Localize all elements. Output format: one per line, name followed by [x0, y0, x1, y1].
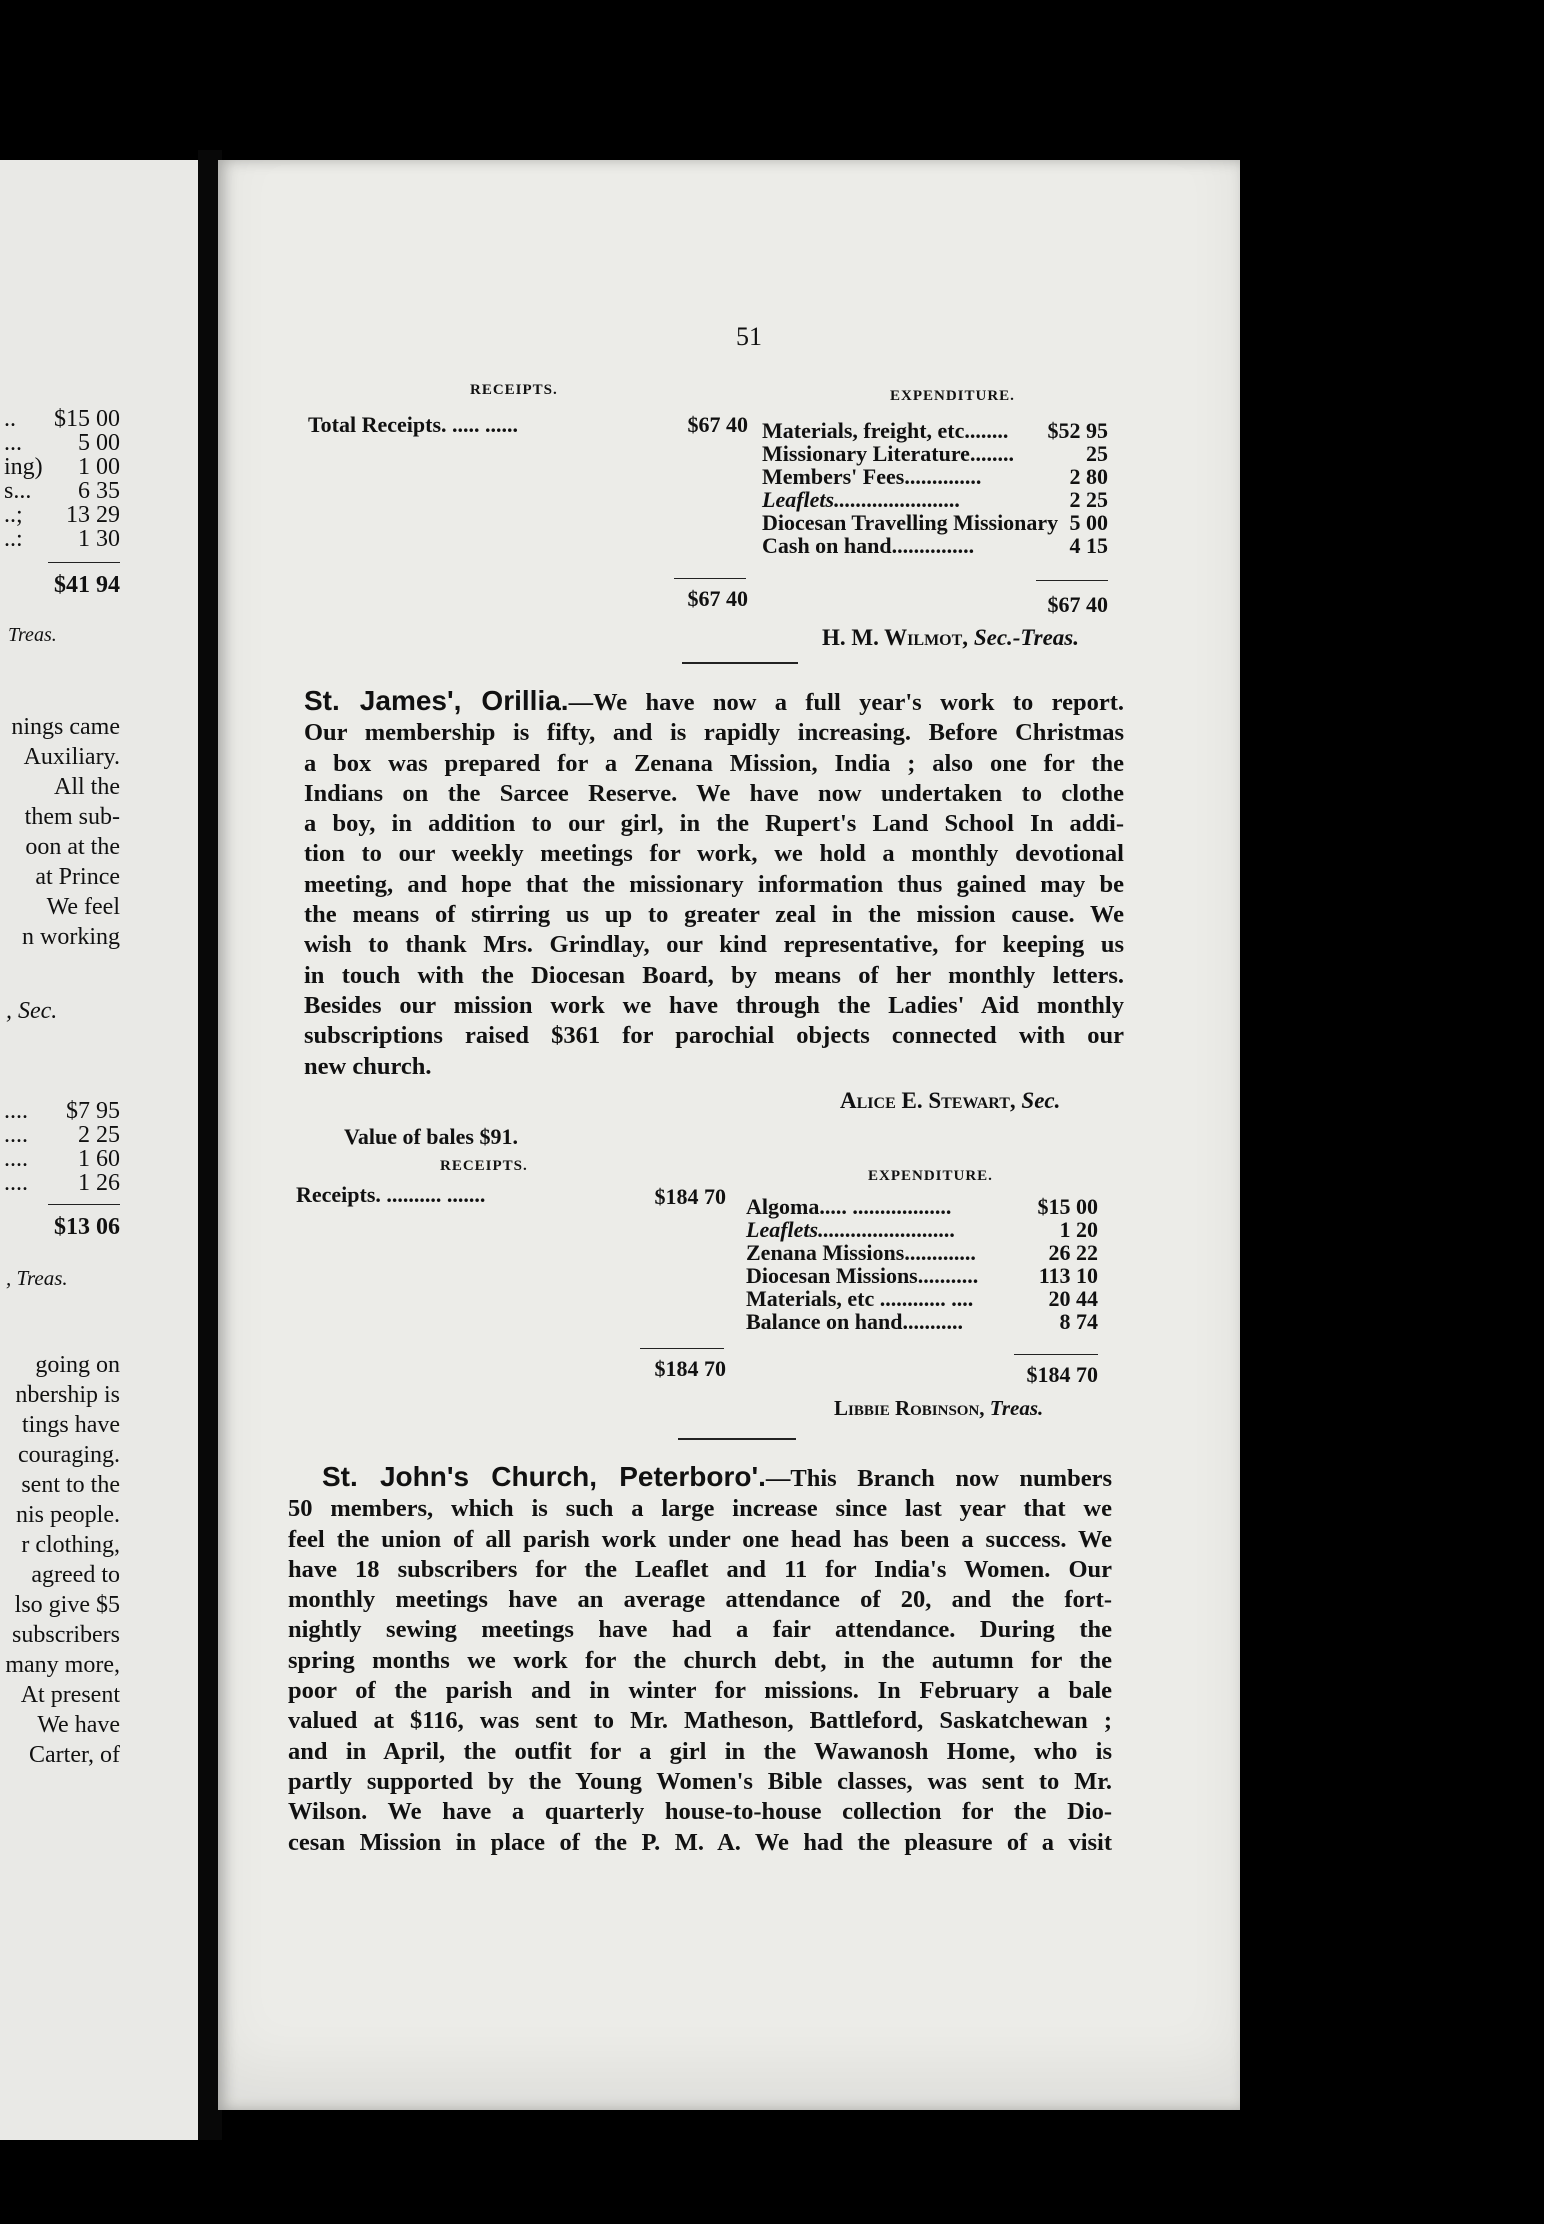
- paragraph-line: have 18 subscribers for the Leaflet and 11 for India's Women. Our: [288, 1555, 1112, 1583]
- left-text-fragment: We feel: [46, 894, 120, 920]
- left-fragment: ....: [4, 1122, 28, 1148]
- left-total: $41 94: [54, 572, 120, 598]
- section-heading: St. James', Orillia.: [304, 685, 569, 716]
- left-text-fragment: nis people.: [16, 1502, 120, 1528]
- expenditure-amount: 5 00: [1069, 510, 1108, 535]
- paragraph-line: Wilson. We have a quarterly house-to-house collection for the Dio-: [288, 1798, 1112, 1826]
- paragraph-line: subscriptions raised $361 for parochial objects connected with our: [304, 1022, 1124, 1050]
- expenditure-heading: EXPENDITURE.: [890, 388, 1015, 404]
- left-signature: , Treas.: [6, 1266, 68, 1290]
- signature: H. M. Wilmot, Sec.-Treas.: [822, 625, 1079, 650]
- left-text-fragment: Auxiliary.: [23, 744, 120, 770]
- left-total: $13 06: [54, 1214, 120, 1240]
- paragraph-line: feel the union of all parish work under one head has been a success. We: [288, 1525, 1112, 1553]
- paragraph-line: and in April, the outfit for a girl in the Wawanosh Home, who is: [288, 1737, 1112, 1765]
- expenditure-item: Balance on hand...........: [746, 1309, 963, 1334]
- paragraph-line: poor of the parish and in winter for missions. In February a bale: [288, 1677, 1112, 1705]
- section-heading: St. John's Church, Peterboro'.: [322, 1461, 766, 1492]
- paragraph-line: tion to our weekly meetings for work, we hold a monthly devotional: [304, 840, 1124, 868]
- expenditure-amount: 113 10: [1038, 1263, 1098, 1288]
- left-text-fragment: r clothing,: [21, 1532, 120, 1558]
- left-text-fragment: At present: [20, 1682, 120, 1708]
- left-text-fragment: sent to the: [21, 1472, 120, 1498]
- paragraph-line: monthly meetings have an average attendance of 20, and the fort-: [288, 1586, 1112, 1614]
- paragraph-line: St. John's Church, Peterboro'.—This Branch now numbers: [322, 1461, 1112, 1492]
- expenditure-amount: 2 25: [1069, 487, 1108, 512]
- expenditure-item: Cash on hand...............: [762, 533, 975, 558]
- left-text-fragment: subscribers: [12, 1622, 120, 1648]
- left-amount: $7 95: [66, 1098, 120, 1124]
- divider: [48, 1204, 120, 1205]
- st-johns-paragraph: [288, 1462, 1112, 1858]
- paragraph-line: meeting, and hope that the missionary information thus gained may be: [304, 870, 1124, 898]
- left-fragment: ing): [4, 454, 43, 480]
- paragraph-line: valued at $116, was sent to Mr. Matheson, Battleford, Saskatchewan ;: [288, 1707, 1112, 1735]
- left-text-fragment: them sub-: [24, 804, 120, 830]
- receipts-amount: $184 70: [654, 1184, 726, 1209]
- left-fragment: ...: [4, 430, 22, 456]
- section-divider: [678, 1438, 796, 1440]
- left-text-fragment: couraging.: [18, 1442, 120, 1468]
- expenditure-item: Members' Fees..............: [762, 464, 982, 489]
- left-amount: $15 00: [54, 406, 120, 432]
- paragraph-line: Indians on the Sarcee Reserve. We have now undertaken to clothe: [304, 779, 1124, 807]
- expenditure-item: Materials, freight, etc........: [762, 418, 1009, 443]
- expenditure-amount: 2 80: [1069, 464, 1108, 489]
- receipts-amount: $67 40: [687, 412, 748, 437]
- expenditure-amount: 26 22: [1048, 1240, 1098, 1265]
- paragraph-line: St. James', Orillia.—We have now a full year's work to report.: [304, 685, 1124, 716]
- expenditure-item: Diocesan Missions...........: [746, 1263, 979, 1288]
- expenditure-heading: EXPENDITURE.: [868, 1168, 993, 1184]
- expenditure-amount: 8 74: [1059, 1309, 1098, 1334]
- expenditure-item: Zenana Missions.............: [746, 1240, 976, 1265]
- left-text-fragment: many more,: [5, 1652, 120, 1678]
- expenditure-item: Algoma..... ..................: [746, 1194, 952, 1219]
- page-51: [218, 160, 1240, 2110]
- receipts-label: Receipts. .......... .......: [296, 1182, 486, 1207]
- expenditure-amount: 1 20: [1059, 1217, 1098, 1242]
- expenditure-item: Leaflets.......................: [762, 487, 961, 512]
- st-james-paragraph: [304, 686, 1124, 1082]
- paragraph-line: 50 members, which is such a large increase since last year that we: [288, 1495, 1112, 1523]
- expenditure-amount: 20 44: [1048, 1286, 1098, 1311]
- left-fragment: ....: [4, 1146, 28, 1172]
- total-rule: [674, 578, 746, 579]
- paragraph-line: new church.: [304, 1052, 432, 1080]
- left-text-fragment: agreed to: [31, 1562, 120, 1588]
- left-signature: , Sec.: [6, 998, 58, 1024]
- paragraph-line: partly supported by the Young Women's Bible classes, was sent to Mr.: [288, 1767, 1112, 1795]
- total-expenditure: $67 40: [1047, 592, 1108, 617]
- paragraph-line: a box was prepared for a Zenana Mission, India ; also one for the: [304, 749, 1124, 777]
- left-text-fragment: lso give $5: [14, 1592, 120, 1618]
- left-amount: 1 00: [78, 454, 120, 480]
- page-number: 51: [736, 322, 762, 351]
- divider: [48, 562, 120, 563]
- receipts-heading: RECEIPTS.: [470, 382, 558, 398]
- paragraph-line: in touch with the Diocesan Board, by means of her monthly letters.: [304, 961, 1124, 989]
- signature: Alice E. Stewart, Sec.: [840, 1088, 1061, 1113]
- expenditure-item: Materials, etc ............ ....: [746, 1286, 974, 1311]
- left-text-fragment: at Prince: [35, 864, 120, 890]
- paragraph-line: nightly sewing meetings have had a fair attendance. During the: [288, 1616, 1112, 1644]
- left-fragment: ..:: [4, 526, 23, 552]
- treasurer-signature: Libbie Robinson, Treas.: [834, 1396, 1044, 1420]
- left-amount: 1 30: [78, 526, 120, 552]
- paragraph-line: Our membership is fifty, and is rapidly increasing. Before Christmas: [304, 719, 1124, 747]
- section-divider: [682, 662, 798, 664]
- left-fragment: ....: [4, 1170, 28, 1196]
- left-text-fragment: nbership is: [15, 1382, 120, 1408]
- left-text-fragment: n working: [22, 924, 120, 950]
- total-rule: [1014, 1354, 1098, 1355]
- left-text-fragment: going on: [35, 1352, 120, 1378]
- left-amount: 6 35: [78, 478, 120, 504]
- left-amount: 1 26: [78, 1170, 120, 1196]
- expenditure-amount: $15 00: [1037, 1194, 1098, 1219]
- left-text-fragment: We have: [37, 1712, 120, 1738]
- paragraph-line: cesan Mission in place of the P. M. A. We had the pleasure of a visit: [288, 1828, 1112, 1856]
- left-fragment: s...: [4, 478, 32, 504]
- expenditure-item: Missionary Literature........: [762, 441, 1014, 466]
- total-rule: [640, 1348, 724, 1349]
- expenditure-amount: 4 15: [1069, 533, 1108, 558]
- expenditure-amount: 25: [1086, 441, 1108, 466]
- left-page-fragment: [0, 160, 198, 2140]
- left-amount: 2 25: [78, 1122, 120, 1148]
- left-amount: 1 60: [78, 1146, 120, 1172]
- receipts-label: Total Receipts. ..... ......: [308, 412, 519, 437]
- left-text-fragment: tings have: [22, 1412, 120, 1438]
- left-signature: Treas.: [8, 624, 57, 646]
- expenditure-amount: $52 95: [1047, 418, 1108, 443]
- paragraph-line: a boy, in addition to our girl, in the Rupert's Land School In addi-: [304, 810, 1124, 838]
- total-receipts: $67 40: [687, 586, 748, 611]
- left-text-fragment: All the: [54, 774, 120, 800]
- left-fragment: ....: [4, 1098, 28, 1124]
- total-rule: [1036, 580, 1108, 581]
- expenditure-item: Diocesan Travelling Missionary: [762, 510, 1059, 535]
- left-amount: 13 29: [66, 502, 120, 528]
- receipts-heading: RECEIPTS.: [440, 1158, 528, 1174]
- left-fragment: ..;: [4, 502, 23, 528]
- left-amount: 5 00: [78, 430, 120, 456]
- paragraph-line: Besides our mission work we have through the Ladies' Aid monthly: [304, 991, 1124, 1019]
- left-text-fragment: nings came: [11, 714, 120, 740]
- left-text-fragment: Carter, of: [29, 1742, 120, 1768]
- left-text-fragment: oon at the: [25, 834, 120, 860]
- paragraph-line: the means of stirring us up to greater zeal in the mission cause. We: [304, 901, 1124, 929]
- total-expenditure: $184 70: [1026, 1362, 1098, 1387]
- expenditure-item: Leaflets.........................: [746, 1217, 956, 1242]
- paragraph-line: wish to thank Mrs. Grindlay, our kind representative, for keeping us: [304, 931, 1124, 959]
- bales-value: Value of bales $91.: [344, 1124, 518, 1149]
- paragraph-line: spring months we work for the church debt, in the autumn for the: [288, 1646, 1112, 1674]
- left-fragment: ..: [4, 406, 16, 432]
- total-receipts: $184 70: [654, 1356, 726, 1381]
